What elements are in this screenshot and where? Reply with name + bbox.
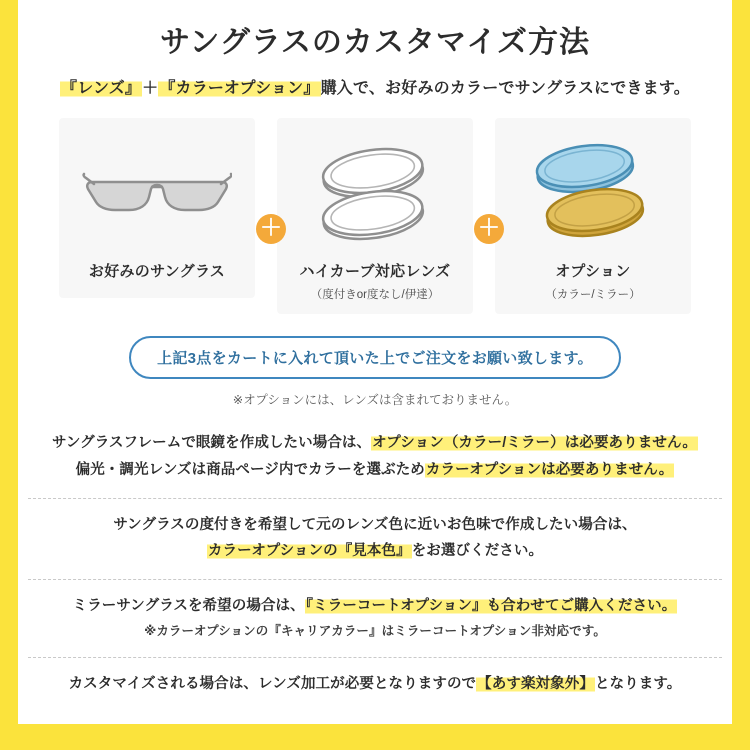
cart-callout-note: ※オプションには、レンズは含まれておりません。 xyxy=(232,393,518,407)
note-text: をお選びください。 xyxy=(411,543,544,560)
note-line-small xyxy=(28,620,722,643)
left-yellow-bar xyxy=(0,0,18,750)
page-content xyxy=(18,0,732,750)
product-card-row xyxy=(18,118,732,314)
plus-symbol-1: ＋ xyxy=(256,214,286,244)
note-line xyxy=(28,538,722,565)
subtitle-part-tail: 購入で、お好みのカラーでサングラスにできます。 xyxy=(320,80,690,97)
note-text-highlight: オプション（カラー/ミラー）は必要ありません。 xyxy=(372,435,698,451)
right-yellow-bar xyxy=(732,0,750,750)
note-text: となります。 xyxy=(594,676,682,693)
page-subtitle xyxy=(18,75,732,98)
note-text-highlight: 【あす楽対象外】 xyxy=(477,676,594,693)
note-text-highlight: カラーオプションは必要ありません。 xyxy=(425,461,674,478)
note-line xyxy=(28,457,722,484)
note-text: サングラスフレームで眼鏡を作成したい場合は、 xyxy=(51,435,372,451)
subtitle-part-plus: ＋ xyxy=(142,80,159,97)
card-label-sunglasses: お好みのサングラス xyxy=(88,263,226,280)
note-line xyxy=(28,593,722,620)
note-block-4 xyxy=(28,657,722,712)
note-line xyxy=(28,430,722,457)
note-block-1 xyxy=(28,424,722,498)
subtitle-part-coloroption: 『カラーオプション』 xyxy=(159,80,320,97)
cart-callout-pill: 上記3点をカートに入れて頂いた上でご注文をお願い致します。 xyxy=(129,336,621,379)
lens-pair-icon xyxy=(283,132,467,250)
note-text-highlight: カラーオプションの『見本色』 xyxy=(207,543,411,560)
card-sub-lens: （度付きor度なし/伊達） xyxy=(310,289,440,301)
page-title: サングラスのカスタマイズ方法 xyxy=(159,26,591,59)
plus-symbol-2: ＋ xyxy=(474,214,504,244)
note-text-highlight: 『ミラーコートオプション』も合わせてご購入ください。 xyxy=(305,598,677,615)
note-line xyxy=(28,671,722,698)
note-line xyxy=(28,512,722,539)
note-text: 偏光・調光レンズは商品ページ内でカラーを選ぶため xyxy=(75,461,425,478)
card-label-lens: ハイカーブ対応レンズ xyxy=(299,263,451,280)
card-sunglasses xyxy=(59,118,255,298)
card-option xyxy=(495,118,691,314)
cart-callout xyxy=(18,336,732,379)
card-label-option: オプション xyxy=(555,263,631,280)
card-lens xyxy=(277,118,473,314)
note-block-3 xyxy=(28,579,722,657)
note-text: ※カラーオプションの『キャリアカラー』はミラーコートオプション非対応です。 xyxy=(144,624,606,639)
note-block-2 xyxy=(28,498,722,580)
note-text: カスタマイズされる場合は、レンズ加工が必要となりますので xyxy=(68,676,477,693)
notes-section xyxy=(18,424,732,712)
color-option-icon xyxy=(501,132,685,250)
card-sub-option: （カラー/ミラー） xyxy=(545,289,641,301)
bottom-yellow-bar xyxy=(0,724,750,750)
note-text: ミラーサングラスを希望の場合は、 xyxy=(72,598,305,615)
subtitle-part-lens: 『レンズ』 xyxy=(61,80,142,97)
sunglasses-icon xyxy=(65,132,249,250)
note-text: サングラスの度付きを希望して元のレンズ色に近いお色味で作成したい場合は、 xyxy=(113,516,637,533)
